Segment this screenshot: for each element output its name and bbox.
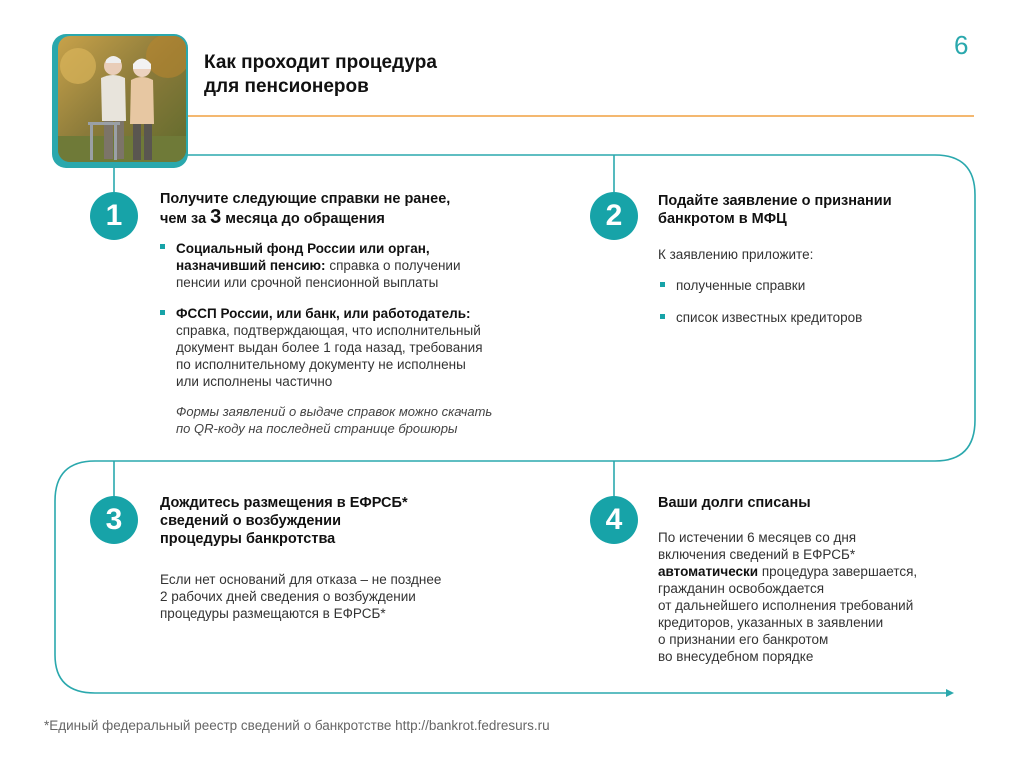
step-2-item-1: полученные справки: [676, 278, 806, 293]
elderly-couple-photo: [58, 36, 186, 162]
step-1-note: Формы заявлений о выдаче справок можно скачать по QR-коду на последней странице брошюры: [176, 404, 493, 436]
bullet-icon: [160, 310, 165, 315]
bullet-icon: [160, 244, 165, 249]
step-3-badge: 3: [90, 496, 138, 544]
step-2-heading: Подайте заявление о признании банкротом в МФЦ: [658, 193, 892, 227]
step-4-body: По истечении 6 месяцев со дня включения сведений в ЕФРСБ* автоматически процедура завершается, гражданин освобождается от дальнейшего исполнения требований кредиторов, указанных в заявлении о признании его банкротом во внесудебном порядке: [658, 530, 918, 664]
step-1-item-1: Социальный фонд России или орган, назначивший пенсию: справка о получении пенсии или срочной пенсионной выплаты: [176, 241, 461, 290]
step-4-heading: Ваши долги списаны: [658, 495, 811, 511]
bullet-icon: [660, 282, 665, 287]
step-1-item-2: ФССП России, или банк, или работодатель: справка, подтверждающая, что исполнительный документ выдан более 1 года назад, требования по исполнительному документу не исполнены или исполнены частично: [176, 306, 483, 389]
step-3-heading: Дождитесь размещения в ЕФРСБ* сведений о возбуждении процедуры банкротства: [160, 495, 408, 547]
page-number: 6: [954, 30, 969, 60]
step-2-badge: 2: [590, 192, 638, 240]
bullet-icon: [660, 314, 665, 319]
step-2-intro: К заявлению приложите:: [658, 247, 814, 262]
step-1-heading-line-2: чем за 3 месяца до обращения: [160, 206, 385, 228]
step-3-body: Если нет оснований для отказа – не позднее 2 рабочих дней сведения о возбуждении процедуры размещаются в ЕФРСБ*: [160, 572, 442, 621]
step-1-heading: [160, 190, 450, 228]
step-1-heading-line-1: Получите следующие справки не ранее,: [160, 191, 451, 207]
page-title-line-1: Как проходит процедура: [204, 52, 437, 73]
page-title: [204, 51, 437, 99]
months-count: 3: [210, 206, 222, 228]
footnote: *Единый федеральный реестр сведений о банкротстве http://bankrot.fedresurs.ru: [44, 718, 550, 733]
step-1-badge: 1: [90, 192, 138, 240]
page-title-line-2: для пенсионеров: [204, 76, 369, 97]
step-4-badge: 4: [590, 496, 638, 544]
step-2-item-2: список известных кредиторов: [676, 310, 863, 325]
